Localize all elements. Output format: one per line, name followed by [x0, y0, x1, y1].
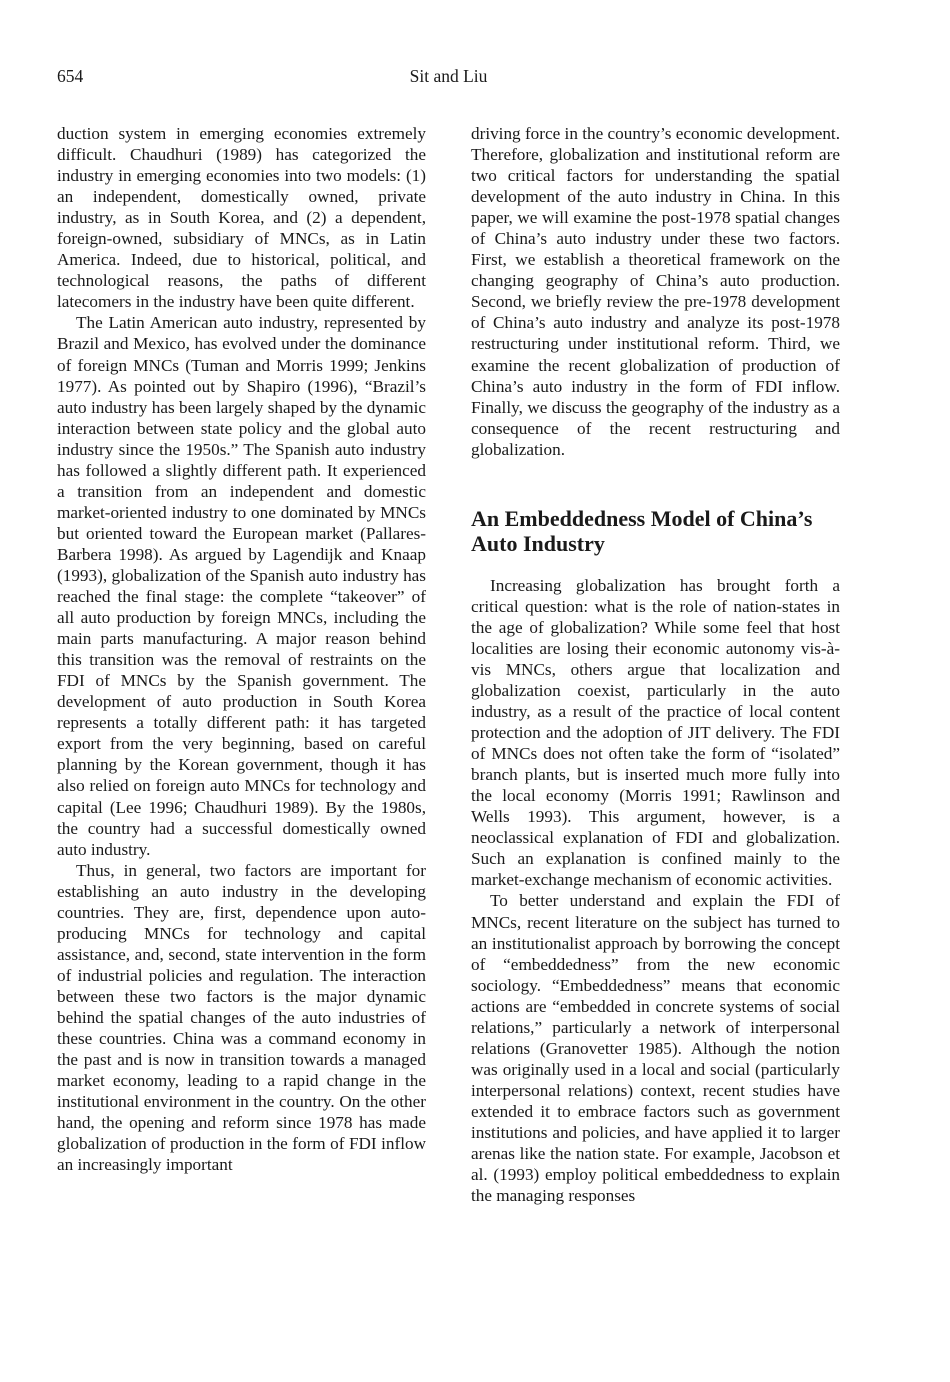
running-head: Sit and Liu [409, 66, 488, 86]
section-heading: An Embeddedness Model of China’s Auto Industry [471, 505, 813, 556]
right-column [471, 123, 840, 1206]
page-number: 654 [57, 66, 84, 86]
page-header [57, 66, 840, 88]
body-paragraph: driving force in the country’s economic development. Therefore, globalization and institutional reform are two critical factors for understanding the spatial development of the auto industry in China. In this paper, we will examine the post-1978 spatial changes of China’s auto industry under these two factors. First, we establish a theoretical framework on the changing geography of China’s auto production. Second, we briefly review the pre-1978 development of China’s auto industry and analyze its post-1978 restructuring under institutional reform. Third, we examine the recent globalization of production of China’s auto industry in the form of FDI inflow. Finally, we discuss the geography of the industry as a consequence of the recent restructuring and globalization. [471, 124, 840, 459]
body-paragraph: To better understand and explain the FDI of MNCs, recent literature on the subject has turned to an institutionalist approach by borrowing the concept of “embeddedness” from the new economic sociology. “Embeddedness” means that economic actions are “embedded in concrete systems of social relations,” particularly a network of interpersonal relations (Granovetter 1985). Although the notion was originally used in a local and social (particularly interpersonal relations) context, recent studies have extended it to embrace factors such as government institutions and policies, and have applied it to larger arenas like the nation state. For example, Jacobson et al. (1993) employ political embeddedness to explain the managing responses [471, 891, 840, 1206]
body-paragraph: duction system in emerging economies extremely difficult. Chaudhuri (1989) has categorized the industry in emerging economies into two models: (1) an independent, domestically owned, private industry, as in South Korea, and (2) a dependent, foreign-owned, subsidiary of MNCs, as in Latin America. Indeed, due to historical, political, and technological reasons, the paths of different latecomers in the industry have been quite different. [57, 124, 426, 312]
body-paragraph: The Latin American auto industry, represented by Brazil and Mexico, has evolved under the dominance of foreign MNCs (Tuman and Morris 1999; Jenkins 1977). As pointed out by Shapiro (1996), “Brazil’s auto industry has been largely shaped by the dynamic interaction between state policy and the global auto industry since the 1950s.” The Spanish auto industry has followed a slightly different path. It experienced a transition from an independent and domestic market-oriented industry to one dominated by MNCs but oriented toward the European market (Pallares-Barbera 1998). As argued by Lagendijk and Knaap (1993), globalization of the Spanish auto industry has reached the final stage: the complete “takeover” of all auto production by foreign MNCs, including the main parts manufacturing. A major reason behind this transition was the removal of restraints on the FDI of MNCs by the Spanish government. The development of auto production in South Korea represents a totally different path: it has targeted export from the very beginning, based on careful planning by the Korean government, though it has also relied on foreign auto MNCs for technology and capital (Lee 1996; Chaudhuri 1989). By the 1980s, the country had a successful domestically owned auto industry. [57, 313, 426, 859]
body-paragraph: Thus, in general, two factors are important for establishing an auto industry in the developing countries. They are, first, dependence upon auto-producing MNCs for technology and capital assistance, and, second, state intervention in the form of industrial policies and regulation. The interaction between these two factors is the major dynamic behind the spatial changes of the auto industries of these countries. China was a command economy in the past and is now in transition towards a managed market economy, leading to a rapid change in the institutional environment in the country. On the other hand, the opening and reform since 1978 has made globalization of production in the form of FDI inflow an increasingly important [57, 860, 426, 1175]
left-column [57, 123, 426, 1175]
body-paragraph: Increasing globalization has brought forth a critical question: what is the role of nation-states in the age of globalization? While some feel that host localities are losing their economic autonomy vis-à-vis MNCs, others argue that localization and globalization coexist, particularly in the auto industry, as a result of the practice of local content protection and the adoption of JIT delivery. The FDI of MNCs does not often take the form of “isolated” branch plants, but is inserted much more fully into the local economy (Morris 1991; Rawlinson and Wells 1993). This argument, however, is a neoclassical explanation of FDI and globalization. Such an explanation is confined mainly to the market-exchange mechanism of economic activities. [471, 575, 840, 890]
